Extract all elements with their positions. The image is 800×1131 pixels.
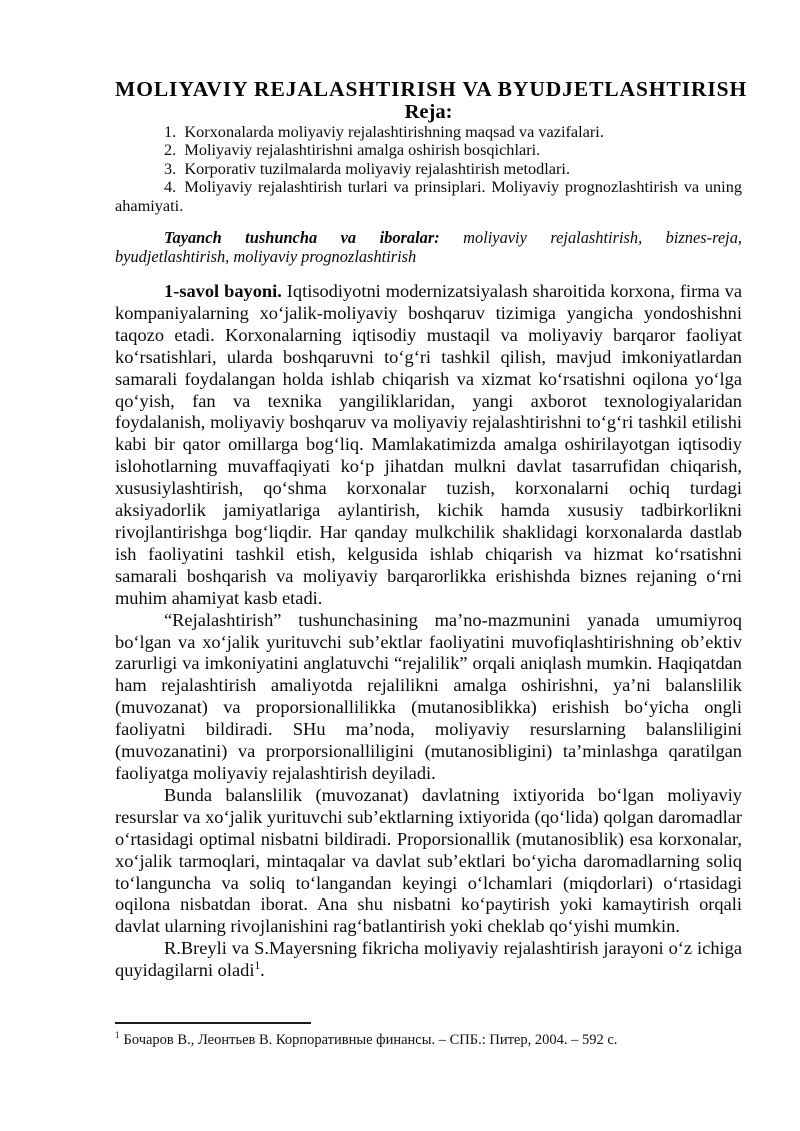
document-title: MOLIYAVIY REJALASHTIRISH VA BYUDJETLASHTIRISH	[115, 77, 748, 101]
document-content	[115, 77, 748, 982]
key-terms-paragraph	[115, 228, 742, 266]
breyli-mayers-period: .	[260, 960, 265, 981]
question-1-label: 1-savol bayoni.	[164, 281, 282, 302]
paragraph-question-1	[115, 281, 742, 610]
key-terms-label: Tayanch tushuncha va iboralar:	[164, 228, 440, 248]
plan-heading: Reja:	[404, 101, 453, 123]
paragraph-breyli-mayers	[115, 938, 742, 982]
footnote-reference: 1	[254, 960, 261, 972]
question-1-text: Iqtisodiyotni modernizatsiyalash sharoitida korxona, firma va kompaniyalarning xo‘jalik-moliyaviy boshqaruv tizimiga yangicha yondoshishni taqozo etadi. Korxonalarning iqtisodiy mustaqil va moliyaviy barqaror faoliyat ko‘rsatishlari, ularda boshqaruvni to‘g‘ri tashkil qilish, mavjud imkoniyatlardan samarali foydalangan holda ishlab chiqarish va xizmat ko‘rsatishni oqilona yo‘lga qo‘yish, fan va texnika yangiliklaridan, yangi axborot texnologiyalaridan foydalanish, moliyaviy boshqaruv va moliyaviy rejalashtirishni to‘g‘ri tashkil etilishi kabi bir qator omillarga bog‘liq. Mamlakatimizda amalga oshirilayotgan iqtisodiy islohotlarning muvaffaqiyati ko‘p jihatdan mulkni davlat tasarrufidan chiqarish, xususiylashtirish, qo‘shma korxonalar tuzish, korxonalarni ochiq turdagi aksiyadorlik jamiyatlariga aylantirish, kichik hamda xususiy tadbirkorlikni rivojlantirishga bog‘liqdir. Har qanday mulkchilik shaklidagi korxonalarda dastlab ish faoliyatini tashkil etish, kelgusida ishlab chiqarish va hizmat ko‘rsatishni samarali boshqarish va moliyaviy barqarorlikka erishishda biznes rejaning o‘rni muhim ahamiyat kasb etadi.	[115, 281, 742, 608]
key-terms-list: moliyaviy rejalashtirish, biznes-reja, byudjetlashtirish, moliyaviy prognozlashtirish	[115, 228, 742, 267]
footnote-area	[115, 1022, 742, 1049]
footnote-text	[115, 1031, 742, 1049]
footnote-separator-line	[115, 1022, 311, 1024]
footnote-citation: Бочаров В., Леонтьев В. Корпоративные финансы. – СПБ.: Питер, 2004. – 592 с.	[123, 1032, 618, 1048]
paragraph-rejalashtirish-definition: “Rejalashtirish” tushunchasining ma’no-mazmunini yanada umumiyroq bo‘lgan va xo‘jalik yurituvchi sub’ektlar faoliyatini muvofiqlashtirishning ob’ektiv zarurligi va imkoniyatini anglatuvchi “rejalilik” orqali aniqlash mumkin. Haqiqatdan ham rejalashtirish amaliyotda rejalilikni amalga oshirishni, ya’ni balanslilik (muvozanat) va proporsionallilikka (mutanosiblikka) erishish bo‘yicha ongli faoliyatni bildiradi. SHu ma’noda, moliyaviy resurslarning balansliligini (muvozanatini) va prorporsionalliligini (mutanosibligini) ta’minlashga qaratilgan faoliyatga moliyaviy rejalashtirish deyiladi.	[115, 609, 742, 783]
plan-item-4: 4. Moliyaviy rejalashtirish turlari va prinsiplari. Moliyaviy prognozlashtirish va uning ahamiyati.	[115, 177, 742, 215]
footnote-marker: 1	[115, 1030, 120, 1041]
plan-item-3: 3. Korporativ tuzilmalarda moliyaviy rejalashtirish metodlari.	[164, 158, 571, 178]
paragraph-balanslilik: Bunda balanslilik (muvozanat) davlatning ixtiyorida bo‘lgan moliyaviy resurslar va xo‘jalik yurituvchi sub’ektlarning ixtiyorida (qo‘lida) qolgan daromadlar o‘rtasidagi optimal nisbatni bildiradi. Proporsionallik (mutanosiblik) esa korxonalar, xo‘jalik tarmoqlari, mintaqalar va davlat sub’ektlari bo‘yicha daromadlarning soliq to‘languncha va soliq to‘langandan keyingi o‘lchamlari (miqdorlari) o‘rtasidagi oqilona nisbatdan iborat. Ana shu nisbatni ko‘paytirish yoki kamaytirish orqali davlat ularning rivojlanishini rag‘batlantirish yoki cheklab qo‘yishi mumkin.	[115, 784, 742, 937]
plan-item-1: 1. Korxonalarda moliyaviy rejalashtirishning maqsad va vazifalari.	[164, 122, 604, 141]
plan-item-2: 2. Moliyaviy rejalashtirishni amalga oshirish bosqichlari.	[164, 140, 541, 160]
breyli-mayers-text: R.Breyli va S.Mayersning fikricha moliyaviy rejalashtirish jarayoni o‘z ichiga quyidagilarni oladi	[115, 938, 742, 981]
